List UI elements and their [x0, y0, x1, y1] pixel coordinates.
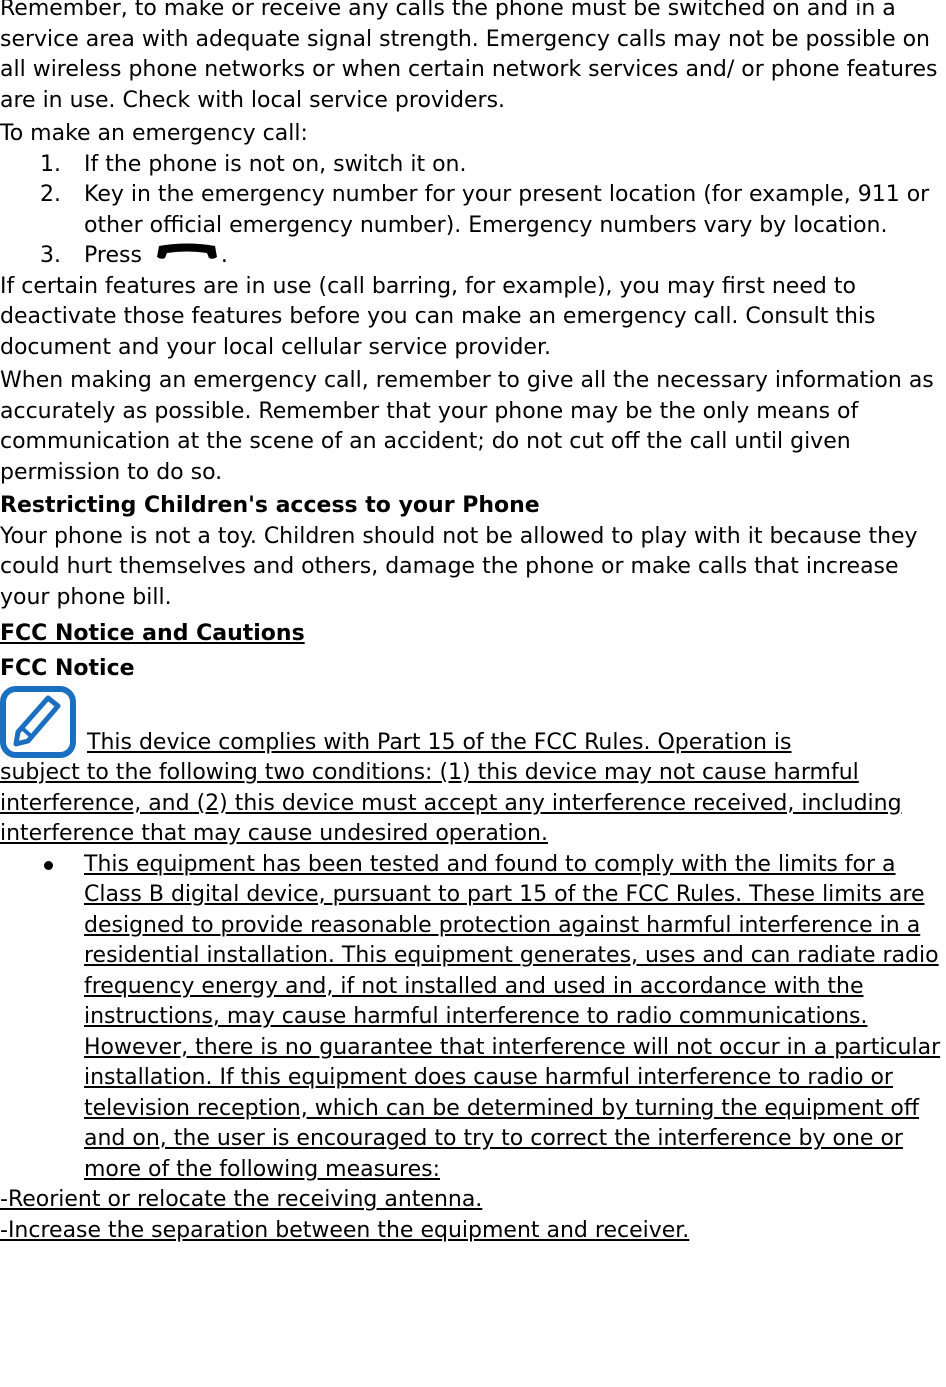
list-item	[0, 241, 946, 272]
info-paragraph: When making an emergency call, remember to give all the necessary information as accurately as possible. Remember that your phone may be the only means of communication at the scene of an accident; do not cut off the call until given permission to do so.	[0, 368, 934, 485]
features-paragraph: If certain features are in use (call barring, for example), you may first need to deactivate those features before you can make an emergency call. Consult this document and your local cellular service provider.	[0, 273, 876, 360]
fcc-bullet-text: This equipment has been tested and found to comply with the limits for a Class B digital device, pursuant to part 15 of the FCC Rules. These limits are designed to provide reasonable protection against harmful interference in a residential installation. This equipment generates, uses and can radiate radio frequency energy and, if not installed and used in accordance with the instructions, may cause harmful interference to radio communications. However, there is no guarantee that interference will not occur in a particular installation. If this equipment does cause harmful interference to radio or television reception, which can be determined by turning the equipment off and on, the user is encouraged to try to correct the interference by one or more of the following measures:	[84, 851, 941, 1182]
list-item	[0, 180, 946, 241]
emergency-steps-list	[0, 150, 946, 272]
phone-call-key-icon	[153, 242, 221, 264]
fcc-measures	[0, 1185, 946, 1246]
measure-item: -Increase the separation between the equipment and receiver.	[0, 1217, 690, 1243]
step-text: If the phone is not on, switch it on.	[84, 151, 467, 177]
children-heading: Restricting Children's access to your Phone	[0, 493, 540, 518]
step-number: 1.	[40, 151, 61, 177]
step-number: 3.	[40, 243, 61, 268]
fcc-note-first-line-text: This device complies with Part 15 of the FCC Rules. Operation is	[87, 729, 792, 755]
emergency-intro: To make an emergency call:	[0, 121, 308, 146]
fcc-note-text: subject to the following two conditions: (1) this device may not cause harmful interference, and (2) this device must accept any interference received, including interference that may cause undesired operation.	[0, 760, 902, 846]
list-item	[0, 850, 946, 1186]
bullet-dot	[44, 861, 53, 870]
note-pencil-icon	[0, 686, 76, 758]
step-text: Key in the emergency number for your present location (for example, 911 or other official emergency number). Emergency numbers vary by location.	[84, 182, 930, 238]
fcc-bullet-list	[0, 850, 946, 1186]
children-paragraph: Your phone is not a toy. Children should not be allowed to play with it because they could hurt themselves and others, damage the phone or make calls that increase your phone bill.	[0, 523, 918, 610]
step-suffix: .	[220, 243, 228, 268]
fcc-notice-heading: FCC Notice	[0, 655, 135, 681]
intro-paragraph: Remember, to make or receive any calls the phone must be switched on and in a service area with adequate signal strength. Emergency calls may not be possible on all wireless phone networks or when certain network services and/ or phone features are in use. Check with local service providers.	[0, 0, 938, 113]
step-number: 2.	[40, 182, 61, 207]
list-item	[0, 150, 946, 181]
fcc-section-heading: FCC Notice and Cautions	[0, 621, 305, 646]
fcc-note-first-line	[0, 686, 946, 758]
measure-item: -Reorient or relocate the receiving antenna.	[0, 1187, 483, 1212]
step-text: Press	[84, 243, 142, 268]
